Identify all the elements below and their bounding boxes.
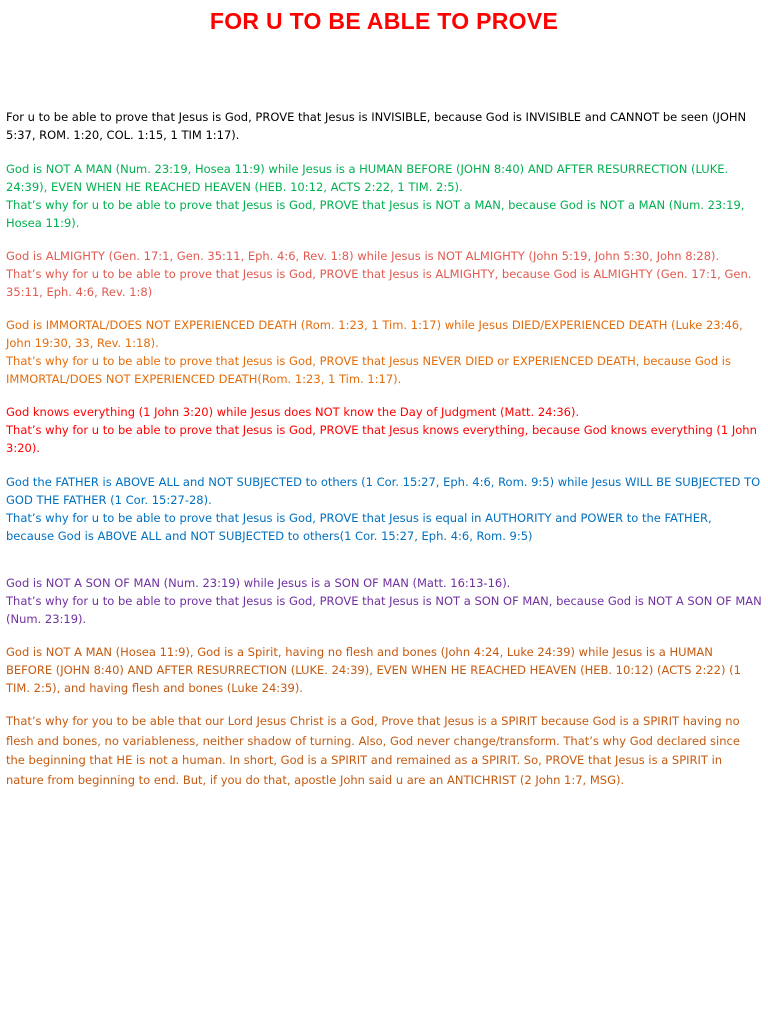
paragraph-line: That’s why for u to be able to prove that Jesus is God, PROVE that Jesus is equal in AUTHORITY and POWER to the FATHER, because God is ABOVE ALL and NOT SUBJECTED to others(1 Cor. 15:27, Eph. 4:6, Rom. 9:5): [6, 511, 712, 543]
paragraph-line: That’s why for u to be able to prove that Jesus is God, PROVE that Jesus is NOT a SON OF MAN, because God is NOT A SON OF MAN (Num. 23:19).: [6, 594, 762, 626]
paragraph-not-a-man: [6, 160, 762, 232]
paragraph-line: God is NOT A SON OF MAN (Num. 23:19) while Jesus is a SON OF MAN (Matt. 16:13-16).: [6, 576, 511, 590]
paragraph-son-of-man: [6, 574, 762, 628]
paragraph-line: For u to be able to prove that Jesus is God, PROVE that Jesus is INVISIBLE, because God is INVISIBLE and CANNOT be seen (JOHN 5:37, ROM. 1:20, COL. 1:15, 1 TIM 1:17).: [6, 110, 747, 142]
paragraph-conclusion: [6, 712, 762, 790]
paragraph-line: That’s why for u to be able to prove that Jesus is God, PROVE that Jesus is NOT a MAN, because God is NOT a MAN (Num. 23:19, Hosea 11:9).: [6, 198, 745, 230]
paragraph-line: That’s why for u to be able to prove that Jesus is God, PROVE that Jesus is ALMIGHTY, because God is ALMIGHTY (Gen. 17:1, Gen. 35:11, Eph. 4:6, Rev. 1:8): [6, 267, 752, 299]
paragraph-line: God is NOT A MAN (Hosea 11:9), God is a Spirit, having no flesh and bones (John 4:24, Luke 24:39) while Jesus is a HUMAN BEFORE (JOHN 8:40) AND AFTER RESURRECTION (LUKE. 24:39), EVEN WHEN HE REACHED HEAVEN (HEB. 10:12) (ACTS 2:22) (1 TIM. 2:5), and having flesh and bones (Luke 24:39).: [6, 645, 741, 695]
paragraph-line: God knows everything (1 John 3:20) while Jesus does NOT know the Day of Judgment (Matt. 24:36).: [6, 405, 580, 419]
paragraph-knows-everything: [6, 403, 762, 457]
paragraph-spirit: [6, 643, 762, 697]
paragraph-immortal: [6, 316, 762, 388]
paragraph-line: That’s why for u to be able to prove that Jesus is God, PROVE that Jesus NEVER DIED or EXPERIENCED DEATH, because God is IMMORTAL/DOES NOT EXPERIENCED DEATH(Rom. 1:23, 1 Tim. 1:17).: [6, 354, 731, 386]
paragraph-line: God is IMMORTAL/DOES NOT EXPERIENCED DEATH (Rom. 1:23, 1 Tim. 1:17) while Jesus DIED/EXPERIENCED DEATH (Luke 23:46, John 19:30, 33, Rev. 1:18).: [6, 318, 743, 350]
paragraph-above-all: [6, 473, 762, 545]
paragraph-line: That’s why for u to be able to prove that Jesus is God, PROVE that Jesus knows everything, because God knows everything (1 John 3:20).: [6, 423, 757, 455]
paragraph-line: God is ALMIGHTY (Gen. 17:1, Gen. 35:11, Eph. 4:6, Rev. 1:8) while Jesus is NOT ALMIGHTY (John 5:19, John 5:30, John 8:28).: [6, 249, 720, 263]
paragraph-line: God is NOT A MAN (Num. 23:19, Hosea 11:9) while Jesus is a HUMAN BEFORE (JOHN 8:40) AND AFTER RESURRECTION (LUKE. 24:39), EVEN WHEN HE REACHED HEAVEN (HEB. 10:12, ACTS 2:22, 1 TIM. 2:5).: [6, 162, 729, 194]
paragraph-invisible: [6, 108, 762, 144]
paragraph-line: God the FATHER is ABOVE ALL and NOT SUBJECTED to others (1 Cor. 15:27, Eph. 4:6, Rom. 9:5) while Jesus WILL BE SUBJECTED TO GOD THE FATHER (1 Cor. 15:27-28).: [6, 475, 761, 507]
paragraph-almighty: [6, 247, 762, 301]
page-title: FOR U TO BE ABLE TO PROVE: [209, 8, 559, 34]
paragraph-line: That’s why for you to be able that our Lord Jesus Christ is a God, Prove that Jesus is a SPIRIT because God is a SPIRIT having no flesh and bones, no variableness, neither shadow of turning. Also, God never change/transform. That’s why God declared since the beginning that HE is not a human. In short, God is a SPIRIT and remained as a SPIRIT. So, PROVE that Jesus is a SPIRIT in nature from beginning to end. But, if you do that, apostle John said u are an ANTICHRIST (2 John 1:7, MSG).: [6, 714, 740, 787]
